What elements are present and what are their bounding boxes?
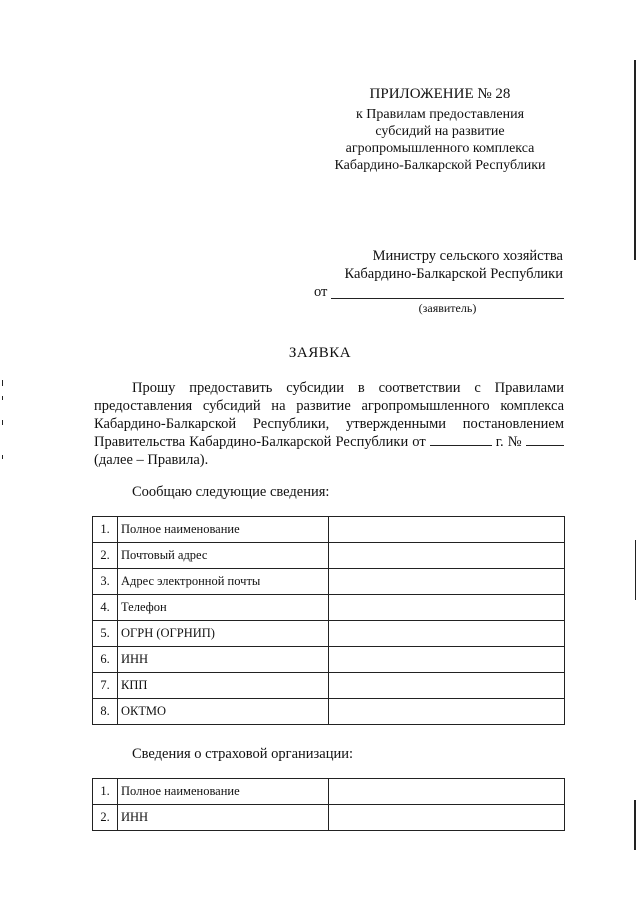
row-label: Полное наименование (118, 517, 329, 543)
addressee-line: Кабардино-Балкарской Республики (344, 266, 563, 282)
scan-edge-mark (2, 396, 3, 400)
insurer-section-label: Сведения о страховой организации: (132, 746, 354, 762)
appendix-line: агропромышленного комплекса (345, 141, 535, 156)
scan-edge-mark (2, 455, 3, 459)
table-row (93, 517, 565, 543)
table-row (93, 699, 565, 725)
row-label: Полное наименование (118, 779, 329, 805)
table-row (93, 673, 565, 699)
row-value-cell[interactable] (329, 517, 565, 543)
request-paragraph (94, 379, 564, 469)
row-label: Адрес электронной почты (118, 569, 329, 595)
from-label: от (314, 284, 328, 300)
applicant-section-label: Сообщаю следующие сведения: (132, 484, 330, 500)
applicant-caption: (заявитель) (418, 301, 477, 315)
document-title: ЗАЯВКА (288, 345, 352, 361)
addressee-line: Министру сельского хозяйства (372, 248, 563, 264)
number-blank[interactable] (526, 433, 564, 446)
row-number: 3. (93, 569, 118, 595)
row-value-cell[interactable] (329, 673, 565, 699)
row-number: 8. (93, 699, 118, 725)
table-row (93, 569, 565, 595)
row-number: 1. (93, 779, 118, 805)
row-label: ИНН (118, 805, 329, 831)
appendix-header (320, 86, 560, 174)
row-label: ИНН (118, 647, 329, 673)
scan-edge-mark (634, 800, 636, 850)
row-label: ОГРН (ОГРНИП) (118, 621, 329, 647)
number-prefix: № (507, 434, 522, 450)
row-number: 5. (93, 621, 118, 647)
scan-edge-mark (634, 60, 636, 260)
scan-edge-mark (635, 540, 636, 600)
row-value-cell[interactable] (329, 647, 565, 673)
row-label: ОКТМО (118, 699, 329, 725)
request-text: Прошу предоставить субсидии в соответствии с Правилами предоставления субсидий на развитие агропромышленного комплекса Кабардино-Балкарской Республики, утвержденными постановлением Правительства Кабардино-Балкарской Республики от (94, 380, 564, 450)
scan-edge-mark (2, 420, 3, 425)
appendix-heading: ПРИЛОЖЕНИЕ № 28 (369, 86, 511, 102)
applicant-info-table (92, 516, 565, 725)
appendix-line: Кабардино-Балкарской Республики (334, 158, 546, 173)
row-number: 7. (93, 673, 118, 699)
table-row (93, 543, 565, 569)
addressee-block (344, 247, 563, 283)
row-number: 4. (93, 595, 118, 621)
request-text-end: (далее – Правила). (94, 452, 209, 468)
row-number: 2. (93, 543, 118, 569)
table-row (93, 805, 565, 831)
row-number: 6. (93, 647, 118, 673)
row-value-cell[interactable] (329, 543, 565, 569)
year-suffix: г. (495, 434, 504, 450)
appendix-line: к Правилам предоставления (355, 107, 525, 122)
table-row (93, 647, 565, 673)
insurer-info-table (92, 778, 565, 831)
row-label: Телефон (118, 595, 329, 621)
table-row (93, 621, 565, 647)
row-value-cell[interactable] (329, 699, 565, 725)
applicant-blank-line[interactable] (331, 298, 564, 299)
table-row (93, 595, 565, 621)
row-number: 1. (93, 517, 118, 543)
row-value-cell[interactable] (329, 569, 565, 595)
date-blank[interactable] (430, 433, 492, 446)
row-value-cell[interactable] (329, 779, 565, 805)
appendix-line: субсидий на развитие (375, 124, 505, 139)
table-row (93, 779, 565, 805)
scan-edge-mark (2, 380, 3, 386)
row-label: КПП (118, 673, 329, 699)
row-number: 2. (93, 805, 118, 831)
row-value-cell[interactable] (329, 805, 565, 831)
row-value-cell[interactable] (329, 595, 565, 621)
row-value-cell[interactable] (329, 621, 565, 647)
row-label: Почтовый адрес (118, 543, 329, 569)
